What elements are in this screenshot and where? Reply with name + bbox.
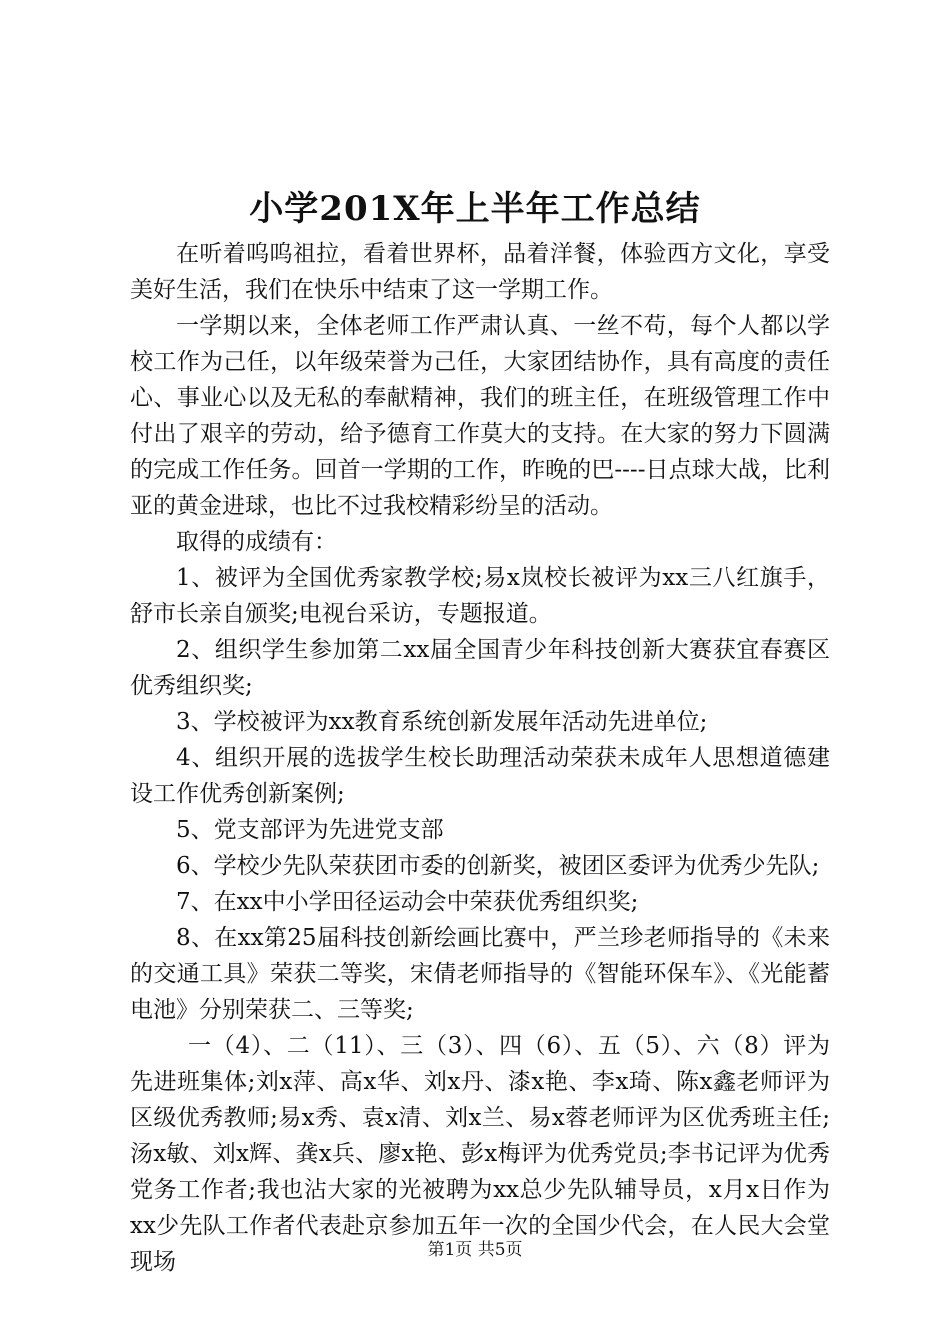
document-body: [130, 236, 830, 1280]
achievement-item-2: 2、组织学生参加第二xx届全国青少年科技创新大赛获宜春赛区优秀组织奖;: [130, 637, 830, 699]
achievement-item-7: 7、在xx中小学田径运动会中荣获优秀组织奖;: [176, 889, 639, 915]
paragraph-achievements-heading: 取得的成绩有：: [176, 529, 337, 555]
achievement-item-6: 6、学校少先队荣获团市委的创新奖，被团区委评为优秀少先队;: [176, 853, 820, 879]
achievement-item-1: 1、被评为全国优秀家教学校;易x岚校长被评为xx三八红旗手，舒市长亲自颁奖;电视台采访，专题报道。: [130, 565, 830, 627]
document-title: 小学201X年上半年工作总结: [249, 189, 701, 229]
achievement-item-8: 8、在xx第25届科技创新绘画比赛中，严兰珍老师指导的《未来的交通工具》荣获二等奖，宋倩老师指导的《智能环保车》、《光能蓄电池》分别荣获二、三等奖;: [130, 925, 830, 1023]
paragraph-intro: 在听着呜呜祖拉，看着世界杯，品着洋餐，体验西方文化，享受美好生活，我们在快乐中结束了这一学期工作。: [130, 241, 830, 303]
achievement-item-5: 5、党支部评为先进党支部: [176, 817, 444, 843]
paragraph-summary: 一学期以来，全体老师工作严肃认真、一丝不苟，每个人都以学校工作为己任，以年级荣誉为己任，大家团结协作，具有高度的责任心、事业心以及无私的奉献精神，我们的班主任，在班级管理工作中付出了艰辛的劳动，给予德育工作莫大的支持。在大家的努力下圆满的完成工作任务。回首一学期的工作，昨晚的巴----日点球大战，比利亚的黄金进球，也比不过我校精彩纷呈的活动。: [130, 313, 830, 519]
page-footer: 第1页 共5页: [427, 1240, 523, 1260]
achievement-item-3: 3、学校被评为xx教育系统创新发展年活动先进单位;: [176, 709, 708, 735]
paragraph-honors: 一（4）、二（11）、三（3）、四（6）、五（5）、六（8）评为先进班集体;刘x萍、高x华、刘x丹、漆x艳、李x琦、陈x鑫老师评为区级优秀教师;易x秀、袁x清、刘x兰、易x蓉老师评为区优秀班主任;汤x敏、刘x辉、龚x兵、廖x艳、彭x梅评为优秀党员;李书记评为优秀党务工作者;我也沾大家的光被聘为xx总少先队辅导员，x月x日作为xx少先队工作者代表赴京参加五年一次的全国少代会，在人民大会堂现场: [130, 1033, 830, 1275]
achievement-item-4: 4、组织开展的选拔学生校长助理活动荣获未成年人思想道德建设工作优秀创新案例;: [130, 745, 830, 807]
